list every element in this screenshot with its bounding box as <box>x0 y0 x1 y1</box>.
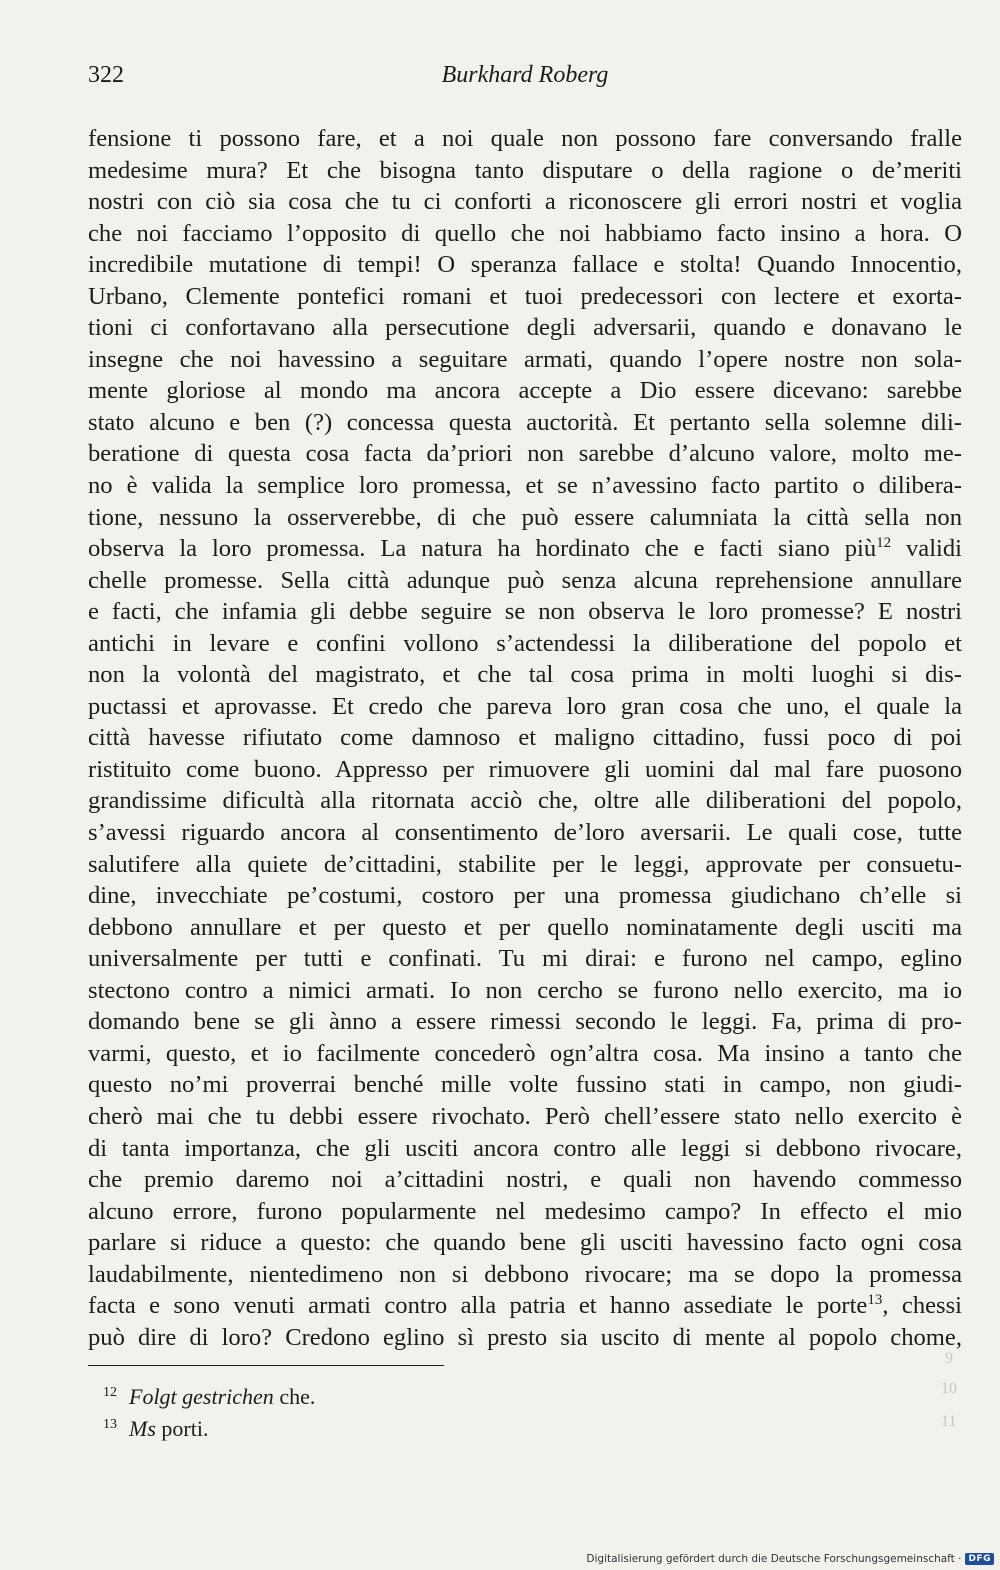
line-text: puctassi et aprovasse. Et credo che pareva loro gran cosa che uno, el quale la <box>88 692 962 720</box>
line-text: observa la loro promessa. La natura ha hordinato che e facti siano più <box>88 535 877 563</box>
footnote-italic-text: Ms <box>129 1416 156 1441</box>
text-line <box>88 438 962 470</box>
show-through-line-number: 9 <box>945 1350 953 1367</box>
digitization-credit <box>586 1552 994 1566</box>
line-text: beratione di questa cosa facta da’priori non sarebbe d’alcuno valore, molto me- <box>88 440 962 468</box>
line-text: antichi in levare e confini vollono s’actendessi la diliberatione del popolo et <box>88 629 962 657</box>
text-line <box>88 312 962 344</box>
text-line <box>88 249 962 281</box>
footnote-rule <box>88 1365 444 1366</box>
line-text: no è valida la semplice loro promessa, et se n’avessino facto partito o dilibera- <box>88 472 962 500</box>
line-text: domando bene se gli ànno a essere rimessi secondo le leggi. Fa, prima di pro- <box>88 1008 962 1036</box>
footnote-reference[interactable]: 12 <box>876 535 892 552</box>
line-text: universalmente per tutti e confinati. Tu mi dirai: e furono nel campo, eglino <box>88 945 962 973</box>
text-line <box>88 344 962 376</box>
line-text: fensione ti possono fare, et a noi quale non possono fare conversando fralle <box>88 125 962 152</box>
line-text: dine, invecchiate pe’costumi, costoro per una promessa giudichano ch’elle si <box>88 882 962 910</box>
line-text: tione, nessuno la osserverebbe, di che può essere calumniata la città sella non <box>88 503 962 531</box>
text-line <box>88 1006 962 1038</box>
text-line <box>88 943 962 975</box>
text-line <box>88 691 962 723</box>
line-text: stato alcuno e ben (?) concessa questa auctorità. Et pertanto sella solemne dili- <box>88 408 962 436</box>
line-text: grandissime dificultà alla ritornata acciò che, oltre alle diliberationi del popolo, <box>88 787 962 815</box>
line-text: laudabilmente, nientedimeno non si debbono rivocare; ma se dopo la promessa <box>88 1260 962 1288</box>
line-text: salutifere alla quiete de’cittadini, stabilite per le leggi, approvate per consuetu- <box>88 850 962 878</box>
footnote-13 <box>103 1413 315 1445</box>
text-line <box>88 1322 962 1354</box>
line-text: varmi, questo, et io facilmente concederò ogn’altra cosa. Ma insino a tanto che <box>88 1039 962 1067</box>
page-header <box>88 62 962 96</box>
text-line <box>88 375 962 407</box>
body-text <box>88 123 962 1353</box>
text-line <box>88 722 962 754</box>
line-text: che premio daremo noi a’cittadini nostri, e quali non havendo commesso <box>88 1166 962 1194</box>
text-line <box>88 785 962 817</box>
line-text: facta e sono venuti armati contro alla patria et hanno assediate le porte <box>88 1292 868 1320</box>
text-line <box>88 596 962 628</box>
text-line <box>88 1259 962 1291</box>
text-line <box>88 186 962 218</box>
text-line <box>88 155 962 187</box>
footnote-12 <box>103 1381 315 1413</box>
line-text: città havesse rifiutato come damnoso et maligno cittadino, fussi poco di poi <box>88 724 962 752</box>
line-text: insegne che noi havessino a seguitare armati, quando l’opere nostre non sola- <box>88 345 962 373</box>
line-text: e facti, che infamia gli debbe seguire se non observa le loro promesse? E nostri <box>88 598 962 626</box>
line-text: tioni ci confortavano alla persecutione degli adversarii, quando e donavano le <box>88 314 962 342</box>
text-line <box>88 849 962 881</box>
line-text: parlare si riduce a questo: che quando bene gli usciti havessino facto ogni cosa <box>88 1229 962 1257</box>
show-through-line-number: 11 <box>941 1413 957 1430</box>
text-line <box>88 1101 962 1133</box>
text-line <box>88 880 962 912</box>
line-text: debbono annullare et per questo et per quello nominatamente degli usciti ma <box>88 913 962 941</box>
footnote-italic-text: Folgt gestrichen <box>129 1384 274 1409</box>
line-text: incredibile mutatione di tempi! O speranza fallace e stolta! Quando Innocentio, <box>88 251 962 279</box>
footnotes <box>103 1381 315 1445</box>
line-text: mente gloriose al mondo ma ancora accepte a Dio essere dicevano: sarebbe <box>88 377 962 405</box>
footnote-number: 12 <box>103 1385 117 1400</box>
text-line <box>88 912 962 944</box>
text-line <box>88 1196 962 1228</box>
text-line <box>88 123 962 155</box>
text-line <box>88 628 962 660</box>
line-text: ristituito come buono. Appresso per rimuovere gli uomini dal mal fare puosono <box>88 755 962 783</box>
line-text: nostri con ciò sia cosa che tu ci conforti a riconoscere gli errori nostri et voglia <box>88 188 962 216</box>
line-text: cherò mai che tu debbi essere rivochato. Però chell’essere stato nello exercito è <box>88 1102 962 1130</box>
text-line <box>88 1133 962 1165</box>
text-line <box>88 975 962 1007</box>
text-line <box>88 1038 962 1070</box>
dfg-logo: DFG <box>965 1553 994 1565</box>
text-line <box>88 565 962 597</box>
line-text: non la volontà del magistrato, et che tal cosa prima in molti luoghi si dis- <box>88 661 962 689</box>
line-text: questo no’mi proverrai benché mille volte fussino stati in campo, non giudi- <box>88 1071 962 1099</box>
running-head: Burkhard Roberg <box>441 62 609 88</box>
line-text: alcuno errore, furono popularmente nel medesimo campo? In effecto el mio <box>88 1197 962 1225</box>
line-text: chelle promesse. Sella città adunque può senza alcuna reprehensione annullare <box>88 566 962 594</box>
page-number: 322 <box>88 62 124 88</box>
text-line <box>88 817 962 849</box>
line-text-continuation: validi <box>891 535 962 563</box>
text-line <box>88 1164 962 1196</box>
footnote-text: porti. <box>155 1416 209 1441</box>
text-line <box>88 659 962 691</box>
text-line <box>88 502 962 534</box>
footnote-number: 13 <box>103 1417 117 1432</box>
footnote-text: che. <box>273 1384 316 1409</box>
text-line <box>88 407 962 439</box>
line-text: stectono contro a nimici armati. Io non cercho se furono nello exercito, ma io <box>88 976 962 1004</box>
line-text: che noi facciamo l’opposito di quello che noi habbiamo facto insino a hora. O <box>88 219 962 247</box>
credit-text: Digitalisierung gefördert durch die Deutsche Forschungsgemeinschaft · <box>586 1553 962 1565</box>
line-text: medesime mura? Et che bisogna tanto disputare o della ragione o de’meriti <box>88 156 962 184</box>
footnote-reference[interactable]: 13 <box>867 1292 883 1309</box>
line-text-continuation: , chessi <box>882 1292 963 1320</box>
text-line <box>88 1069 962 1101</box>
text-line <box>88 1290 962 1322</box>
line-text: può dire di loro? Credono eglino sì presto sia uscito di mente al popolo chome, <box>88 1323 962 1351</box>
line-text: di tanta importanza, che gli usciti ancora contro alle leggi si debbono rivocare, <box>88 1134 962 1162</box>
text-line <box>88 1227 962 1259</box>
text-line <box>88 281 962 313</box>
text-line <box>88 754 962 786</box>
show-through-line-number: 10 <box>941 1380 957 1397</box>
line-text: Urbano, Clemente pontefici romani et tuoi predecessori con lectere et exorta- <box>88 282 962 310</box>
text-line <box>88 533 962 565</box>
text-line <box>88 470 962 502</box>
line-text: s’avessi riguardo ancora al consentimento de’loro aversarii. Le quali cose, tutte <box>88 819 962 847</box>
text-line <box>88 218 962 250</box>
